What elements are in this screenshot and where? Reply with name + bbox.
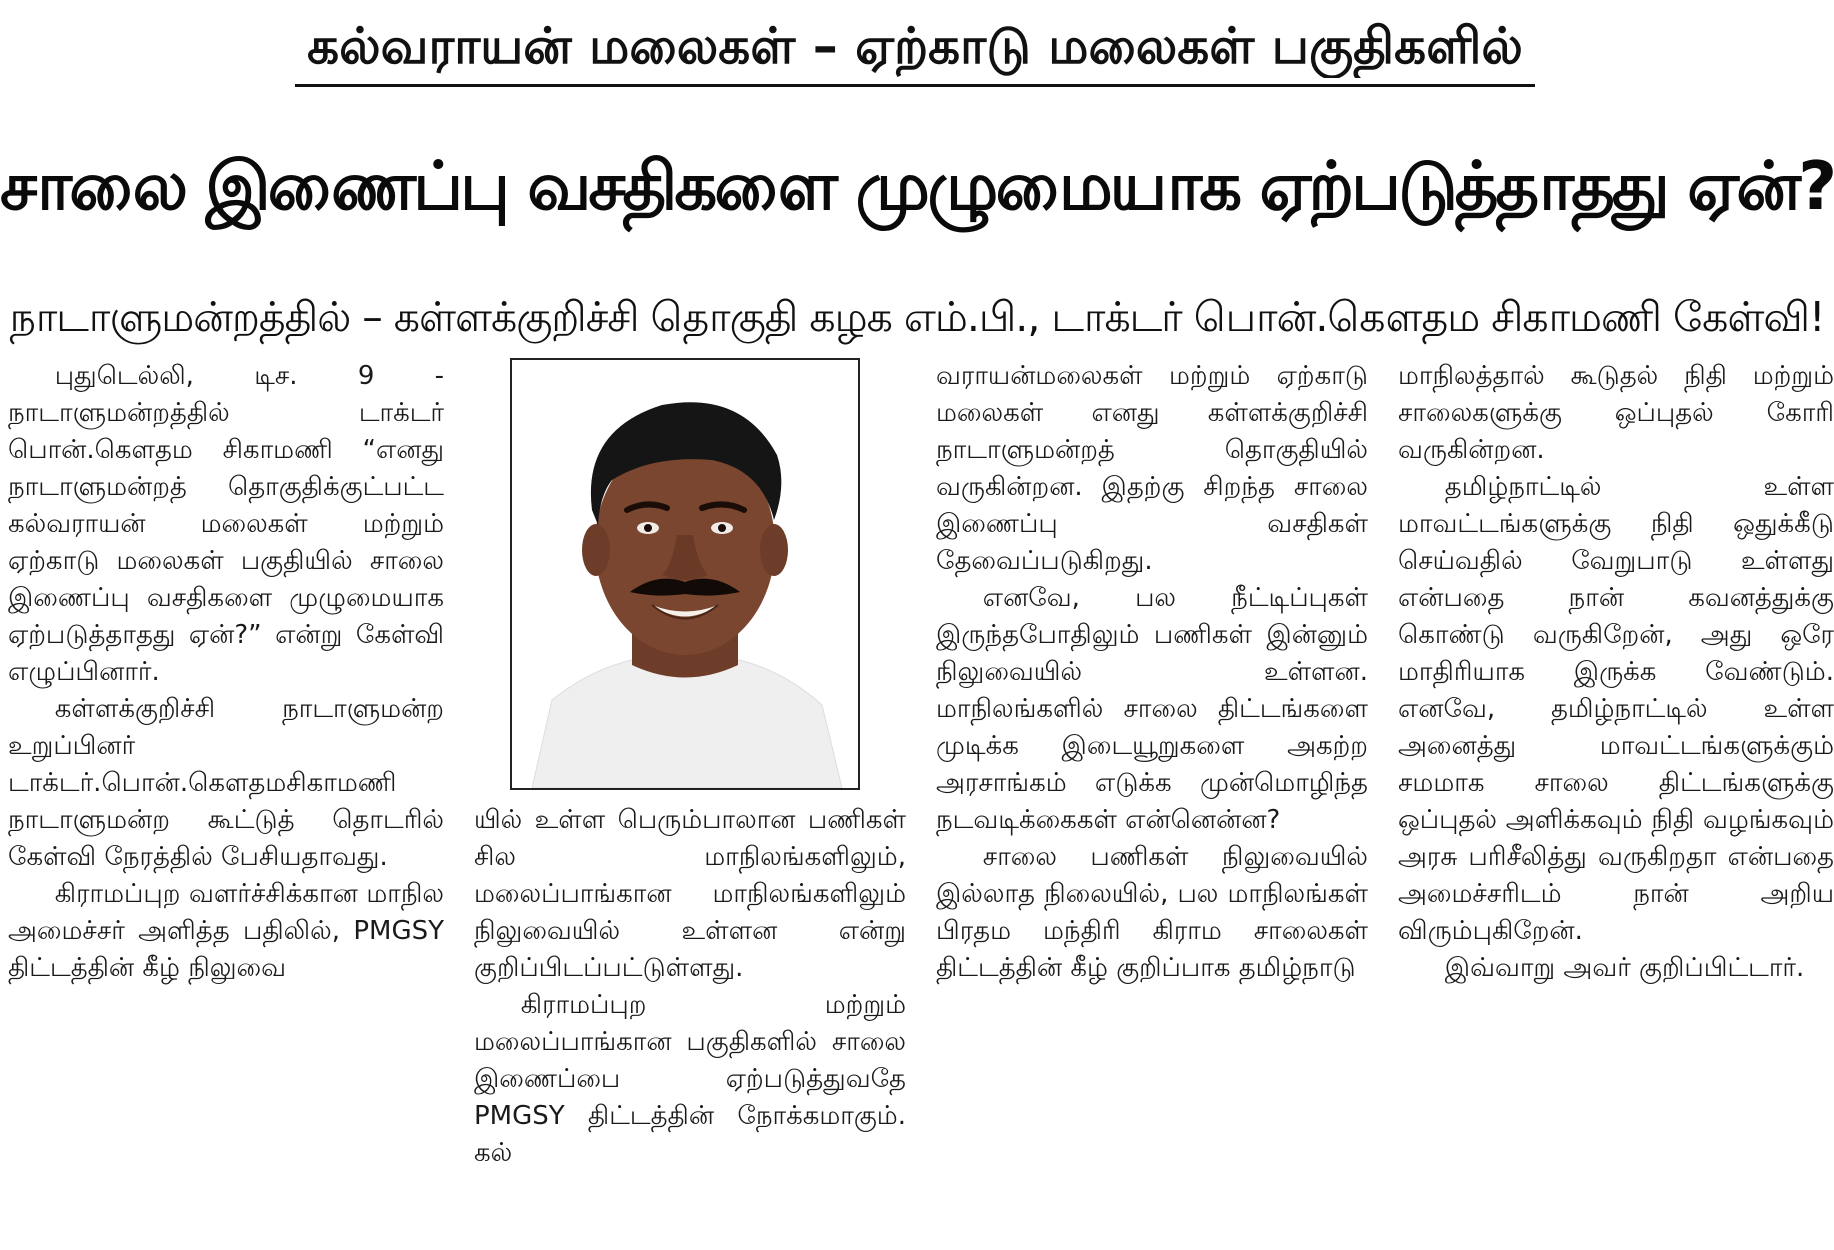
- col3-paragraph-2: எனவே, பல நீட்டிப்புகள் இருந்தபோதிலும் பணிகள் இன்னும் நிலுவையில் உள்ளன. மாநிலங்களில் சாலை திட்டங்களை முடிக்க இடையூறுகளை அகற்ற அரசாங்கம் எடுக்க முன்மொழிந்த நடவடிக்கைகள் என்னென்ன?: [936, 583, 1368, 835]
- article-column-4: [1398, 358, 1834, 1250]
- kicker-underline: [295, 84, 1535, 87]
- col1-paragraph-1: புதுடெல்லி, டிச. 9 - நாடாளுமன்றத்தில் டாக்டர் பொன்.கௌதம சிகாமணி “எனது நாடாளுமன்றத் தொகுதிக்குட்பட்ட கல்வராயன் மலைகள் மற்றும் ஏற்காடு மலைகள் பகுதியில் சாலை இணைப்பு வசதிகளை முழுமையாக ஏற்படுத்தாதது ஏன்?” என்று கேள்வி எழுப்பினார்.: [8, 361, 444, 687]
- kicker: கல்வராயன் மலைகள் – ஏற்காடு மலைகள் பகுதிகளில்: [307, 17, 1523, 75]
- col4-paragraph-1: மாநிலத்தால் கூடுதல் நிதி மற்றும் சாலைகளுக்கு ஒப்புதல் கோரி வருகின்றன.: [1398, 361, 1834, 465]
- col4-paragraph-2: தமிழ்நாட்டில் உள்ள மாவட்டங்களுக்கு நிதி ஒதுக்கீடு செய்வதில் வேறுபாடு உள்ளது என்பதை நான் கவனத்துக்கு கொண்டு வருகிறேன், அது ஒரே மாதிரியாக இருக்க வேண்டும். எனவே, தமிழ்நாட்டில் உள்ள அனைத்து மாவட்டங்களுக்கும் சமமாக சாலை திட்டங்களுக்கு ஒப்புதல் அளிக்கவும் நிதி வழங்கவும் அரசு பரிசீலித்து வருகிறதா என்பதை அமைச்சரிடம் நான் அறிய விரும்புகிறேன்.: [1398, 472, 1834, 946]
- portrait-illustration: [512, 360, 858, 788]
- col3-paragraph-1: வராயன்மலைகள் மற்றும் ஏற்காடு மலைகள் எனது கள்ளக்குறிச்சி நாடாளுமன்றத் தொகுதியில் வருகின்றன. இதற்கு சிறந்த சாலை இணைப்பு வசதிகள் தேவைப்படுகிறது.: [936, 361, 1368, 576]
- article-column-1: [8, 358, 444, 1250]
- col3-paragraph-3: சாலை பணிகள் நிலுவையில் இல்லாத நிலையில், பல மாநிலங்கள் பிரதம மந்திரி கிராம சாலைகள் திட்டத்தின் கீழ் குறிப்பாக தமிழ்நாடு: [936, 842, 1368, 983]
- headline: சாலை இணைப்பு வசதிகளை முழுமையாக ஏற்படுத்தாதது ஏன்?: [0, 147, 1834, 225]
- subhead: நாடாளுமன்றத்தில் – கள்ளக்குறிச்சி தொகுதி கழக எம்.பி., டாக்டர் பொன்.கௌதம சிகாமணி கேள்வி!: [9, 293, 1825, 341]
- col2-paragraph-2: கிராமப்புற மற்றும் மலைப்பாங்கான பகுதிகளில் சாலை இணைப்பை ஏற்படுத்துவதே PMGSY திட்டத்தின் நோக்கமாகும். கல்: [474, 990, 906, 1168]
- col2-paragraph-1: யில் உள்ள பெரும்பாலான பணிகள் சில மாநிலங்களிலும், மலைப்பாங்கான மாநிலங்களிலும் நிலுவையில் உள்ளன என்று குறிப்பிடப்பட்டுள்ளது.: [474, 805, 906, 983]
- col1-paragraph-3: கிராமப்புற வளர்ச்சிக்கான மாநில அமைச்சர் அளித்த பதிலில், PMGSY திட்டத்தின் கீழ் நிலுவை: [8, 879, 444, 983]
- article-column-3: [936, 358, 1368, 1250]
- mp-portrait-photo: [510, 358, 860, 790]
- col4-paragraph-3: இவ்வாறு அவர் குறிப்பிட்டார்.: [1444, 953, 1805, 983]
- col1-paragraph-2: கள்ளக்குறிச்சி நாடாளுமன்ற உறுப்பினர் டாக்டர்.பொன்.கௌதமசிகாமணி நாடாளுமன்ற கூட்டுத் தொடரில் கேள்வி நேரத்தில் பேசியதாவது.: [8, 694, 444, 872]
- article-column-2: [474, 802, 906, 1250]
